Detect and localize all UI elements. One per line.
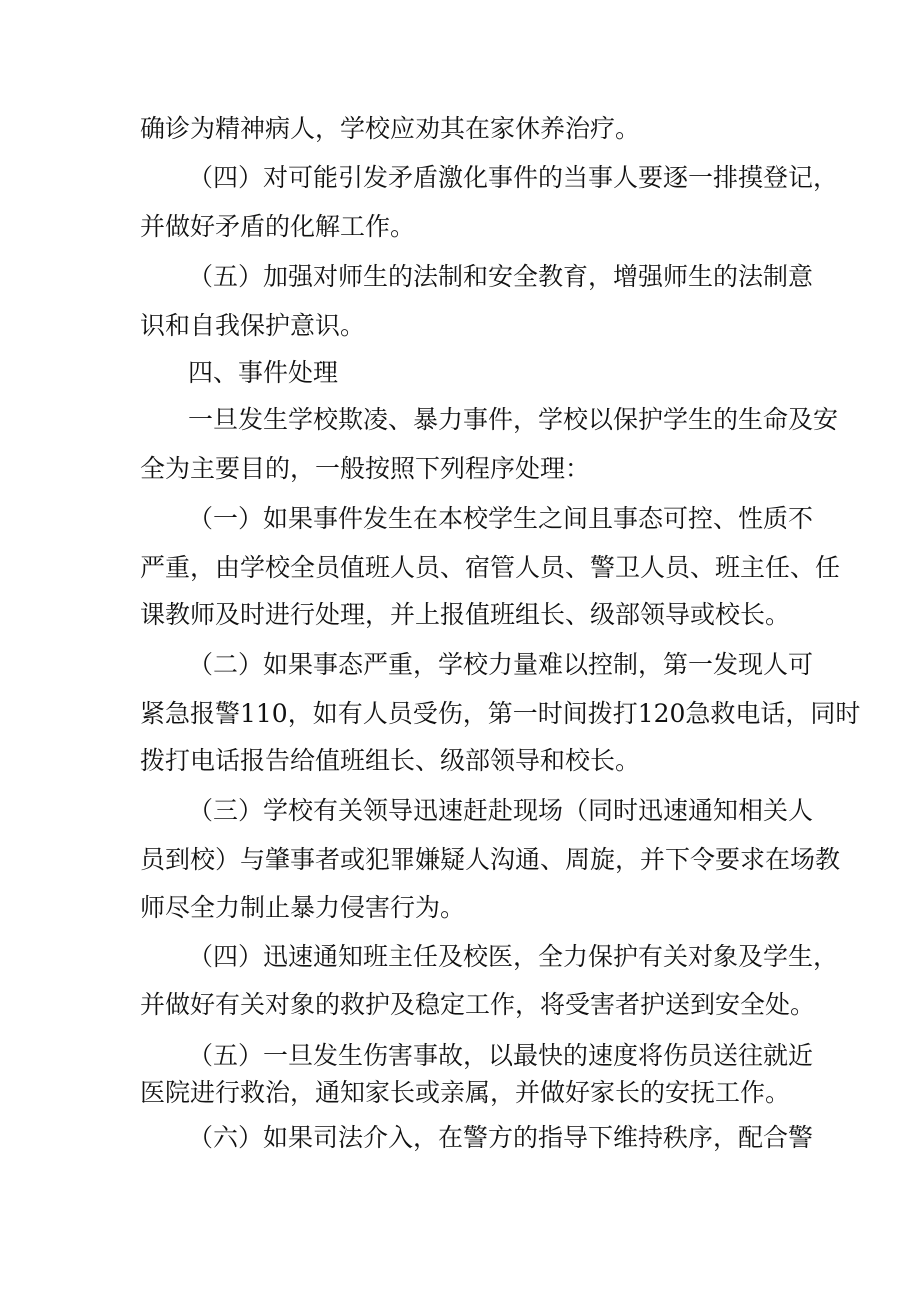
text-line: 拨打电话报告给值班组长、级部领导和校长。 [140, 746, 641, 775]
text-line: （一）如果事件发生在本校学生之间且事态可控、性质不 [188, 504, 814, 533]
text-line: （四）对可能引发矛盾激化事件的当事人要逐一排摸登记， [188, 163, 839, 192]
text-line: 全为主要目的，一般按照下列程序处理： [140, 454, 591, 483]
text-line: 师尽全力制止暴力侵害行为。 [140, 893, 466, 922]
text-line: （二）如果事态严重，学校力量难以控制，第一发现人可 [188, 650, 814, 679]
text-line: 员到校）与肇事者或犯罪嫌疑人沟通、周旋，并下令要求在场教 [140, 845, 841, 874]
text-line: （五）加强对师生的法制和安全教育，增强师生的法制意 [188, 262, 814, 291]
text-line: 确诊为精神病人，学校应劝其在家休养治疗。 [140, 114, 641, 143]
text-line: 课教师及时进行处理，并上报值班组长、级部领导或校长。 [140, 600, 791, 629]
text-line: 医院进行救治，通知家长或亲属，并做好家长的安抚工作。 [140, 1078, 791, 1107]
text-line: 并做好矛盾的化解工作。 [140, 212, 416, 241]
text-line: 紧急报警110，如有人员受伤，第一时间拨打120急救电话，同时 [140, 699, 861, 728]
text-line: （六）如果司法介入，在警方的指导下维持秩序，配合警 [188, 1123, 814, 1152]
text-line: 并做好有关对象的救护及稳定工作，将受害者护送到安全处。 [140, 990, 816, 1019]
text-line: 一旦发生学校欺凌、暴力事件，学校以保护学生的生命及安 [188, 405, 839, 434]
text-line: （五）一旦发生伤害事故，以最快的速度将伤员送往就近 [188, 1041, 814, 1070]
text-line: 严重，由学校全员值班人员、宿管人员、警卫人员、班主任、任 [140, 553, 841, 582]
section-heading: 四、事件处理 [188, 358, 339, 387]
text-line: 识和自我保护意识。 [140, 311, 366, 340]
text-line: （三）学校有关领导迅速赶赴现场（同时迅速通知相关人 [188, 796, 814, 825]
text-line: （四）迅速通知班主任及校医，全力保护有关对象及学生， [188, 942, 839, 971]
